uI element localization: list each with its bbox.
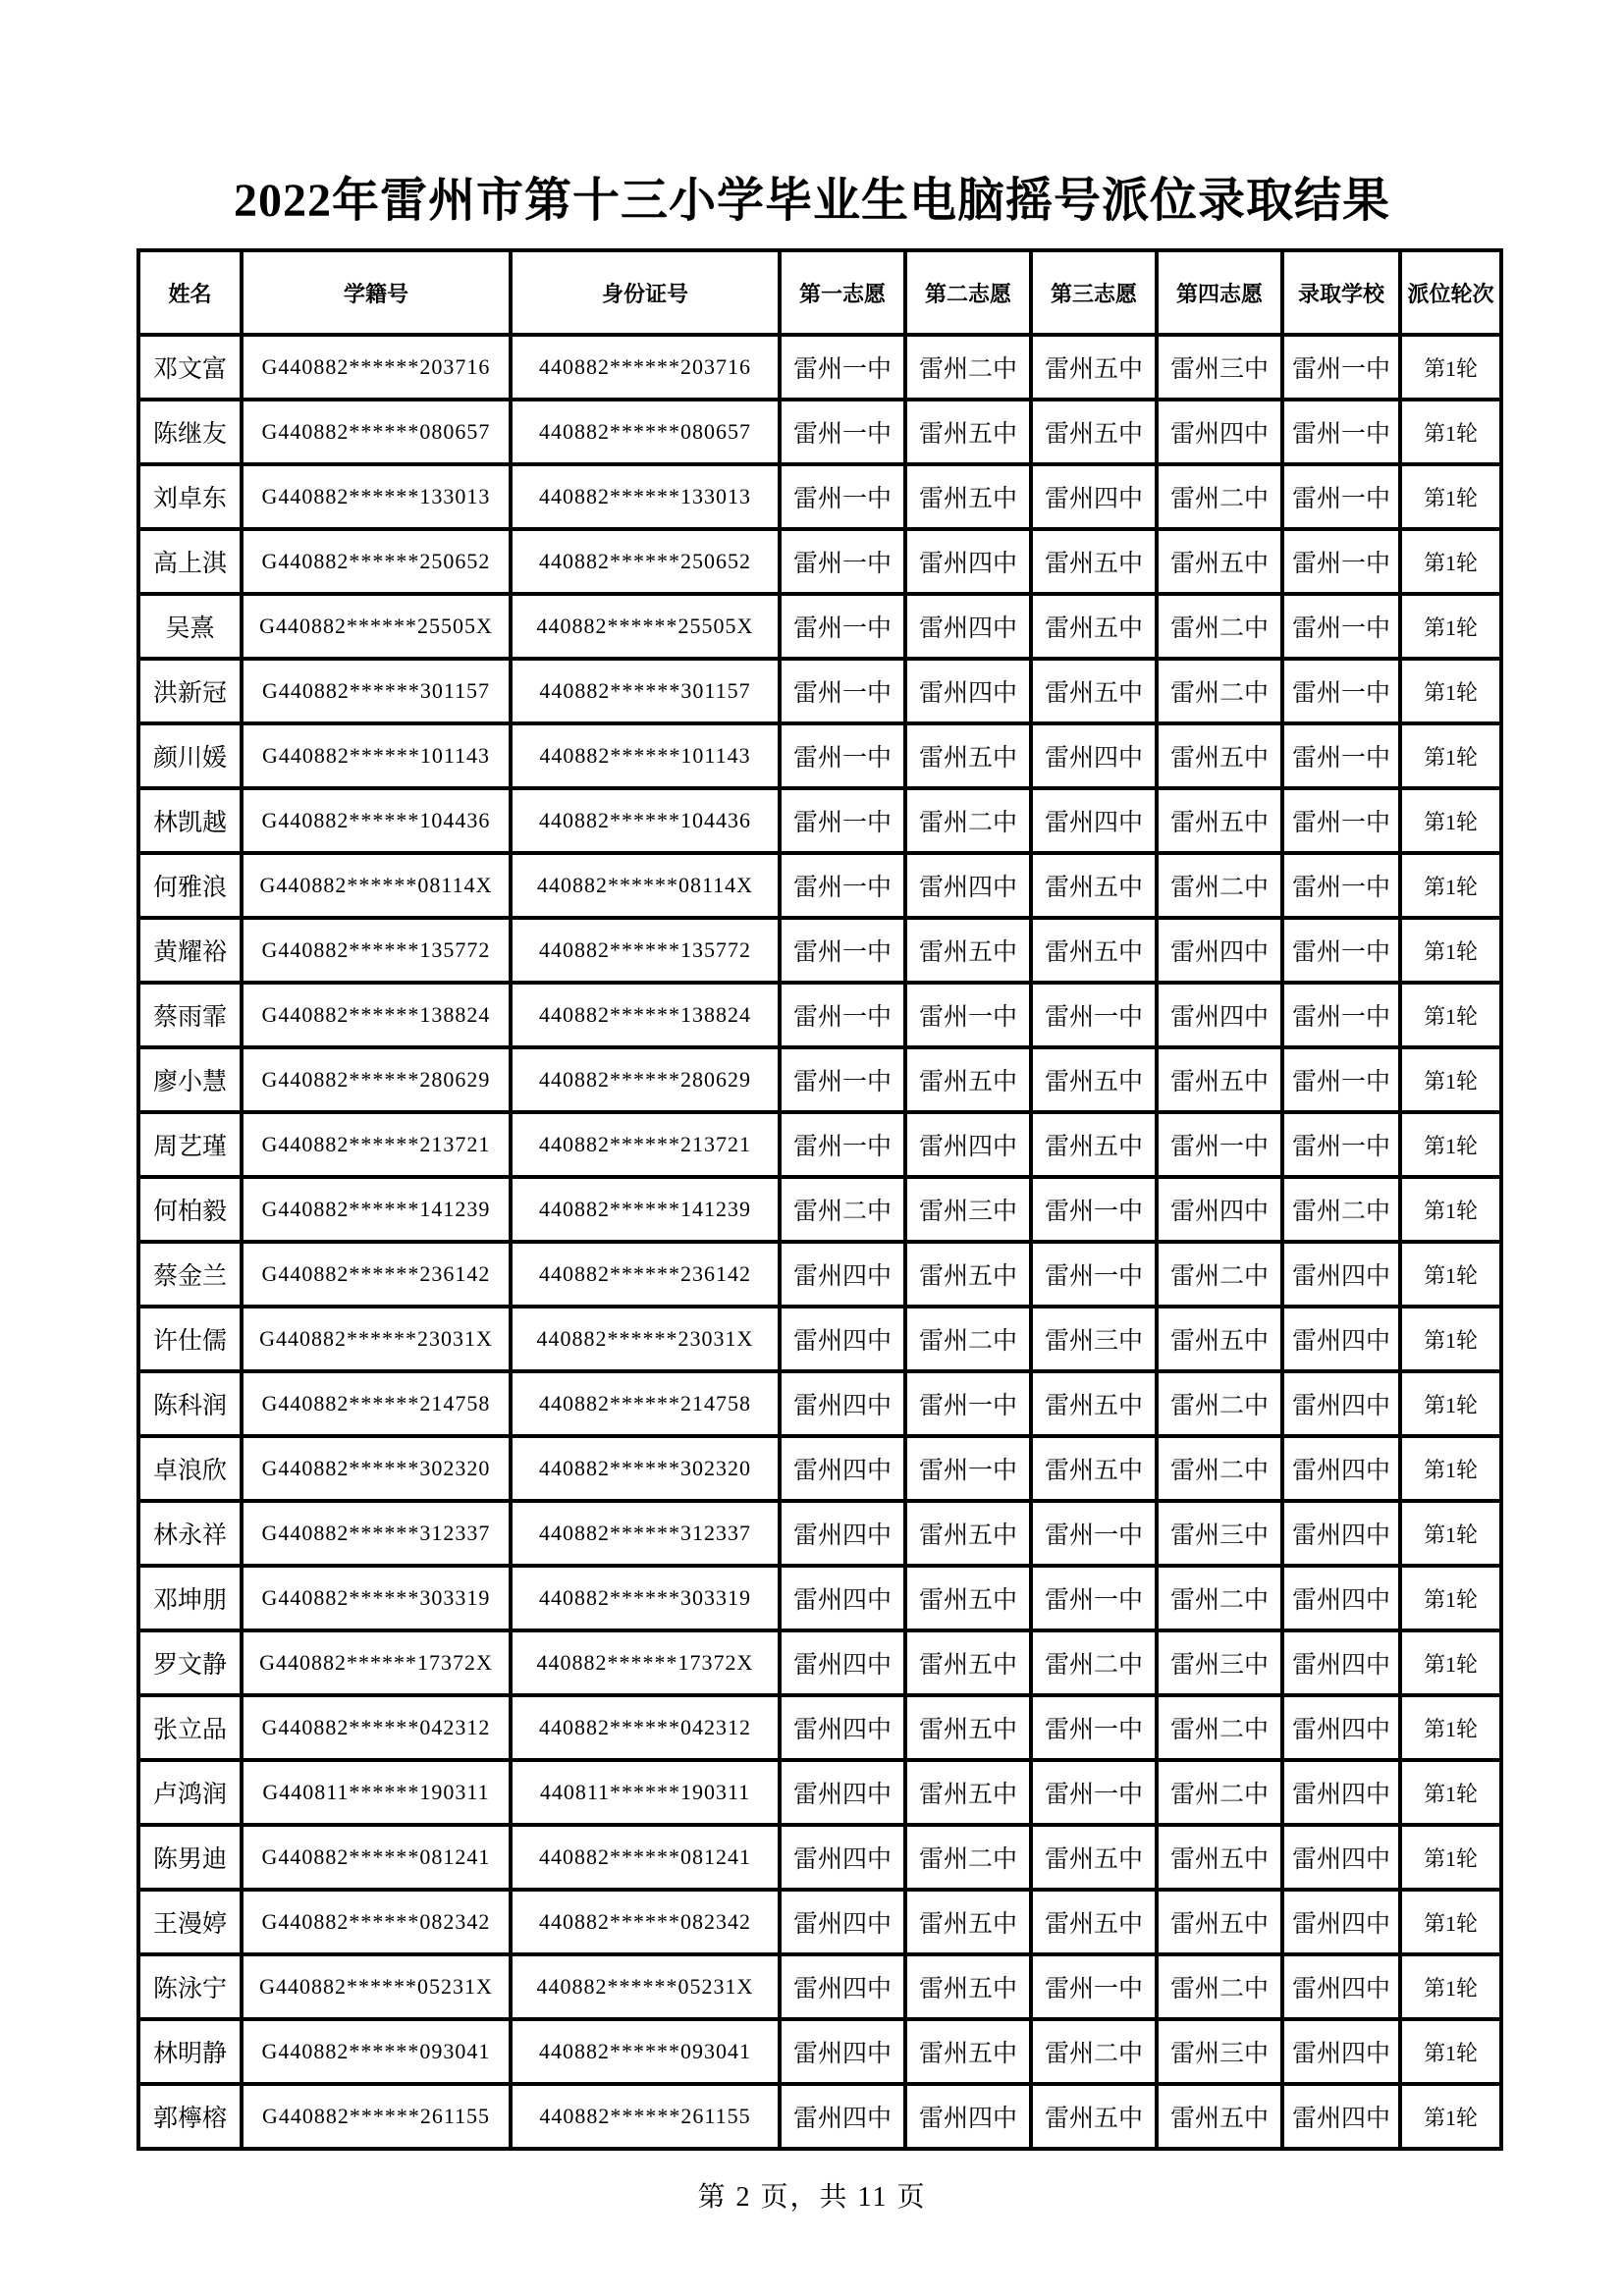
- admitted-school-cell: 雷州四中: [1282, 1307, 1400, 1371]
- choice-3-cell: 雷州五中: [1031, 335, 1157, 400]
- table-row: [138, 1112, 1501, 1177]
- id-number-cell: 440882******25505X: [511, 594, 780, 659]
- round-cell: 第1轮: [1400, 2084, 1501, 2149]
- student-id-cell: G440882******135772: [242, 918, 511, 983]
- student-id-cell: G440882******236142: [242, 1242, 511, 1307]
- choice-4-cell: 雷州二中: [1157, 1760, 1282, 1825]
- name-cell: 何柏毅: [138, 1177, 242, 1242]
- student-id-cell: G440882******250652: [242, 529, 511, 594]
- choice-4-cell: 雷州五中: [1157, 788, 1282, 853]
- admitted-school-cell: 雷州四中: [1282, 2084, 1400, 2149]
- choice-2-cell: 雷州五中: [905, 464, 1031, 529]
- name-cell: 林凯越: [138, 788, 242, 853]
- round-cell: 第1轮: [1400, 1177, 1501, 1242]
- choice-1-cell: 雷州四中: [780, 2019, 905, 2084]
- name-cell: 王漫婷: [138, 1890, 242, 1954]
- choice-3-cell: 雷州一中: [1031, 1242, 1157, 1307]
- name-cell: 吴熹: [138, 594, 242, 659]
- choice-4-cell: 雷州二中: [1157, 1371, 1282, 1436]
- choice-3-cell: 雷州五中: [1031, 400, 1157, 464]
- admitted-school-cell: 雷州四中: [1282, 1954, 1400, 2019]
- choice-3-cell: 雷州五中: [1031, 1112, 1157, 1177]
- name-cell: 洪新冠: [138, 659, 242, 723]
- choice-3-cell: 雷州五中: [1031, 1890, 1157, 1954]
- choice-1-cell: 雷州四中: [780, 1436, 905, 1501]
- round-cell: 第1轮: [1400, 1242, 1501, 1307]
- name-cell: 陈科润: [138, 1371, 242, 1436]
- table-row: [138, 594, 1501, 659]
- student-id-cell: G440882******093041: [242, 2019, 511, 2084]
- choice-2-cell: 雷州三中: [905, 1177, 1031, 1242]
- choice-4-cell: 雷州三中: [1157, 2019, 1282, 2084]
- id-number-cell: 440811******190311: [511, 1760, 780, 1825]
- choice-2-cell: 雷州五中: [905, 1890, 1031, 1954]
- admitted-school-cell: 雷州一中: [1282, 464, 1400, 529]
- admitted-school-cell: 雷州四中: [1282, 1630, 1400, 1695]
- admitted-school-cell: 雷州四中: [1282, 1825, 1400, 1890]
- table-row: [138, 853, 1501, 918]
- round-cell: 第1轮: [1400, 1307, 1501, 1371]
- choice-3-cell: 雷州一中: [1031, 1760, 1157, 1825]
- round-cell: 第1轮: [1400, 594, 1501, 659]
- choice-4-cell: 雷州二中: [1157, 853, 1282, 918]
- table-row: [138, 1177, 1501, 1242]
- choice-4-cell: 雷州三中: [1157, 1501, 1282, 1566]
- student-id-cell: G440882******25505X: [242, 594, 511, 659]
- choice-1-cell: 雷州四中: [780, 1242, 905, 1307]
- round-cell: 第1轮: [1400, 1566, 1501, 1630]
- choice-1-cell: 雷州一中: [780, 464, 905, 529]
- table-row: [138, 659, 1501, 723]
- choice-2-cell: 雷州五中: [905, 1047, 1031, 1112]
- round-cell: 第1轮: [1400, 918, 1501, 983]
- choice-3-cell: 雷州五中: [1031, 1047, 1157, 1112]
- id-number-cell: 440882******080657: [511, 400, 780, 464]
- name-cell: 陈男迪: [138, 1825, 242, 1890]
- choice-4-cell: 雷州二中: [1157, 1242, 1282, 1307]
- admitted-school-cell: 雷州一中: [1282, 659, 1400, 723]
- round-cell: 第1轮: [1400, 1047, 1501, 1112]
- table-row: [138, 1890, 1501, 1954]
- round-cell: 第1轮: [1400, 1825, 1501, 1890]
- choice-1-cell: 雷州一中: [780, 659, 905, 723]
- round-cell: 第1轮: [1400, 1112, 1501, 1177]
- choice-4-cell: 雷州三中: [1157, 1630, 1282, 1695]
- admitted-school-cell: 雷州四中: [1282, 1371, 1400, 1436]
- choice-3-cell: 雷州二中: [1031, 2019, 1157, 2084]
- table-row: [138, 335, 1501, 400]
- id-number-cell: 440882******05231X: [511, 1954, 780, 2019]
- choice-1-cell: 雷州一中: [780, 1047, 905, 1112]
- choice-4-cell: 雷州三中: [1157, 335, 1282, 400]
- choice-4-cell: 雷州四中: [1157, 918, 1282, 983]
- choice-3-cell: 雷州三中: [1031, 1307, 1157, 1371]
- choice-2-cell: 雷州四中: [905, 1112, 1031, 1177]
- choice-4-cell: 雷州一中: [1157, 1112, 1282, 1177]
- page-number-footer: 第 2 页，共 11 页: [697, 2182, 927, 2213]
- choice-2-cell: 雷州五中: [905, 1630, 1031, 1695]
- choice-3-cell: 雷州四中: [1031, 788, 1157, 853]
- name-cell: 刘卓东: [138, 464, 242, 529]
- student-id-cell: G440882******261155: [242, 2084, 511, 2149]
- choice-1-cell: 雷州二中: [780, 1177, 905, 1242]
- choice-2-cell: 雷州四中: [905, 659, 1031, 723]
- choice-1-cell: 雷州四中: [780, 1954, 905, 2019]
- student-id-cell: G440882******203716: [242, 335, 511, 400]
- id-number-cell: 440882******302320: [511, 1436, 780, 1501]
- student-id-cell: G440882******133013: [242, 464, 511, 529]
- choice-3-cell: 雷州一中: [1031, 1501, 1157, 1566]
- col-header-name: 姓名: [138, 250, 242, 335]
- student-id-cell: G440882******042312: [242, 1695, 511, 1760]
- student-id-cell: G440882******138824: [242, 983, 511, 1047]
- name-cell: 卢鸿润: [138, 1760, 242, 1825]
- choice-2-cell: 雷州二中: [905, 788, 1031, 853]
- table-row: [138, 1630, 1501, 1695]
- choice-4-cell: 雷州五中: [1157, 1307, 1282, 1371]
- student-id-cell: G440882******302320: [242, 1436, 511, 1501]
- choice-2-cell: 雷州五中: [905, 918, 1031, 983]
- choice-3-cell: 雷州四中: [1031, 464, 1157, 529]
- name-cell: 卓浪欣: [138, 1436, 242, 1501]
- choice-1-cell: 雷州一中: [780, 529, 905, 594]
- choice-1-cell: 雷州四中: [780, 1566, 905, 1630]
- round-cell: 第1轮: [1400, 723, 1501, 788]
- name-cell: 廖小慧: [138, 1047, 242, 1112]
- name-cell: 颜川媛: [138, 723, 242, 788]
- student-id-cell: G440811******190311: [242, 1760, 511, 1825]
- choice-1-cell: 雷州四中: [780, 1307, 905, 1371]
- student-id-cell: G440882******23031X: [242, 1307, 511, 1371]
- table-row: [138, 1371, 1501, 1436]
- student-id-cell: G440882******303319: [242, 1566, 511, 1630]
- name-cell: 陈泳宁: [138, 1954, 242, 2019]
- choice-4-cell: 雷州四中: [1157, 1177, 1282, 1242]
- student-id-cell: G440882******08114X: [242, 853, 511, 918]
- admitted-school-cell: 雷州二中: [1282, 1177, 1400, 1242]
- choice-2-cell: 雷州四中: [905, 853, 1031, 918]
- choice-2-cell: 雷州二中: [905, 335, 1031, 400]
- student-id-cell: G440882******280629: [242, 1047, 511, 1112]
- student-id-cell: G440882******080657: [242, 400, 511, 464]
- round-cell: 第1轮: [1400, 1890, 1501, 1954]
- choice-3-cell: 雷州一中: [1031, 1566, 1157, 1630]
- choice-1-cell: 雷州一中: [780, 918, 905, 983]
- id-number-cell: 440882******101143: [511, 723, 780, 788]
- id-number-cell: 440882******138824: [511, 983, 780, 1047]
- name-cell: 许仕儒: [138, 1307, 242, 1371]
- col-header-student-id: 学籍号: [242, 250, 511, 335]
- choice-4-cell: 雷州五中: [1157, 529, 1282, 594]
- id-number-cell: 440882******082342: [511, 1890, 780, 1954]
- choice-1-cell: 雷州一中: [780, 853, 905, 918]
- student-id-cell: G440882******312337: [242, 1501, 511, 1566]
- table-row: [138, 983, 1501, 1047]
- id-number-cell: 440882******093041: [511, 2019, 780, 2084]
- admitted-school-cell: 雷州四中: [1282, 1436, 1400, 1501]
- round-cell: 第1轮: [1400, 1501, 1501, 1566]
- table-row: [138, 1566, 1501, 1630]
- choice-2-cell: 雷州五中: [905, 1242, 1031, 1307]
- choice-2-cell: 雷州五中: [905, 400, 1031, 464]
- choice-2-cell: 雷州五中: [905, 2019, 1031, 2084]
- choice-4-cell: 雷州五中: [1157, 1825, 1282, 1890]
- choice-3-cell: 雷州二中: [1031, 1630, 1157, 1695]
- table-row: [138, 1242, 1501, 1307]
- admitted-school-cell: 雷州四中: [1282, 1242, 1400, 1307]
- col-header-round: 派位轮次: [1400, 250, 1501, 335]
- id-number-cell: 440882******236142: [511, 1242, 780, 1307]
- table-row: [138, 1760, 1501, 1825]
- table-row: [138, 400, 1501, 464]
- col-header-id-number: 身份证号: [511, 250, 780, 335]
- round-cell: 第1轮: [1400, 464, 1501, 529]
- name-cell: 林明静: [138, 2019, 242, 2084]
- table-row: [138, 1695, 1501, 1760]
- choice-2-cell: 雷州五中: [905, 1501, 1031, 1566]
- id-number-cell: 440882******203716: [511, 335, 780, 400]
- choice-3-cell: 雷州一中: [1031, 1954, 1157, 2019]
- name-cell: 罗文静: [138, 1630, 242, 1695]
- choice-2-cell: 雷州一中: [905, 1371, 1031, 1436]
- choice-3-cell: 雷州一中: [1031, 1177, 1157, 1242]
- round-cell: 第1轮: [1400, 1695, 1501, 1760]
- choice-2-cell: 雷州五中: [905, 1695, 1031, 1760]
- name-cell: 蔡雨霏: [138, 983, 242, 1047]
- choice-2-cell: 雷州二中: [905, 1307, 1031, 1371]
- student-id-cell: G440882******141239: [242, 1177, 511, 1242]
- choice-1-cell: 雷州一中: [780, 1112, 905, 1177]
- choice-4-cell: 雷州二中: [1157, 464, 1282, 529]
- table-row: [138, 1954, 1501, 2019]
- admitted-school-cell: 雷州一中: [1282, 853, 1400, 918]
- admitted-school-cell: 雷州一中: [1282, 400, 1400, 464]
- page-title: 2022年雷州市第十三小学毕业生电脑摇号派位录取结果: [233, 175, 1390, 227]
- choice-1-cell: 雷州四中: [780, 1501, 905, 1566]
- choice-3-cell: 雷州四中: [1031, 723, 1157, 788]
- choice-4-cell: 雷州五中: [1157, 2084, 1282, 2149]
- choice-1-cell: 雷州一中: [780, 335, 905, 400]
- table-row: [138, 788, 1501, 853]
- choice-3-cell: 雷州五中: [1031, 918, 1157, 983]
- name-cell: 郭檸榕: [138, 2084, 242, 2149]
- name-cell: 林永祥: [138, 1501, 242, 1566]
- choice-4-cell: 雷州二中: [1157, 1566, 1282, 1630]
- table-row: [138, 1436, 1501, 1501]
- id-number-cell: 440882******301157: [511, 659, 780, 723]
- choice-2-cell: 雷州五中: [905, 1566, 1031, 1630]
- name-cell: 周艺瑾: [138, 1112, 242, 1177]
- student-id-cell: G440882******214758: [242, 1371, 511, 1436]
- name-cell: 蔡金兰: [138, 1242, 242, 1307]
- table-header-row: [138, 250, 1501, 335]
- choice-1-cell: 雷州一中: [780, 400, 905, 464]
- admitted-school-cell: 雷州四中: [1282, 1890, 1400, 1954]
- student-id-cell: G440882******301157: [242, 659, 511, 723]
- choice-3-cell: 雷州五中: [1031, 853, 1157, 918]
- round-cell: 第1轮: [1400, 400, 1501, 464]
- round-cell: 第1轮: [1400, 1760, 1501, 1825]
- choice-2-cell: 雷州五中: [905, 1760, 1031, 1825]
- choice-4-cell: 雷州四中: [1157, 400, 1282, 464]
- student-id-cell: G440882******05231X: [242, 1954, 511, 2019]
- admitted-school-cell: 雷州四中: [1282, 1760, 1400, 1825]
- round-cell: 第1轮: [1400, 1371, 1501, 1436]
- admitted-school-cell: 雷州一中: [1282, 594, 1400, 659]
- choice-1-cell: 雷州四中: [780, 1630, 905, 1695]
- choice-2-cell: 雷州四中: [905, 529, 1031, 594]
- student-id-cell: G440882******17372X: [242, 1630, 511, 1695]
- choice-3-cell: 雷州五中: [1031, 1436, 1157, 1501]
- table-body: [138, 335, 1501, 2149]
- choice-1-cell: 雷州四中: [780, 1695, 905, 1760]
- admitted-school-cell: 雷州四中: [1282, 1695, 1400, 1760]
- choice-3-cell: 雷州五中: [1031, 529, 1157, 594]
- round-cell: 第1轮: [1400, 1954, 1501, 2019]
- id-number-cell: 440882******141239: [511, 1177, 780, 1242]
- col-header-choice-3: 第三志愿: [1031, 250, 1157, 335]
- id-number-cell: 440882******213721: [511, 1112, 780, 1177]
- admitted-school-cell: 雷州一中: [1282, 723, 1400, 788]
- admitted-school-cell: 雷州一中: [1282, 1112, 1400, 1177]
- choice-3-cell: 雷州一中: [1031, 1695, 1157, 1760]
- table-row: [138, 464, 1501, 529]
- choice-4-cell: 雷州二中: [1157, 659, 1282, 723]
- choice-3-cell: 雷州五中: [1031, 594, 1157, 659]
- round-cell: 第1轮: [1400, 1630, 1501, 1695]
- table-row: [138, 1825, 1501, 1890]
- admitted-school-cell: 雷州一中: [1282, 983, 1400, 1047]
- col-header-choice-4: 第四志愿: [1157, 250, 1282, 335]
- id-number-cell: 440882******08114X: [511, 853, 780, 918]
- choice-1-cell: 雷州一中: [780, 723, 905, 788]
- choice-4-cell: 雷州五中: [1157, 1890, 1282, 1954]
- choice-4-cell: 雷州四中: [1157, 983, 1282, 1047]
- id-number-cell: 440882******104436: [511, 788, 780, 853]
- choice-4-cell: 雷州二中: [1157, 1954, 1282, 2019]
- choice-1-cell: 雷州一中: [780, 983, 905, 1047]
- id-number-cell: 440882******312337: [511, 1501, 780, 1566]
- table-row: [138, 529, 1501, 594]
- choice-3-cell: 雷州五中: [1031, 1825, 1157, 1890]
- choice-3-cell: 雷州五中: [1031, 1371, 1157, 1436]
- choice-3-cell: 雷州一中: [1031, 983, 1157, 1047]
- choice-3-cell: 雷州五中: [1031, 659, 1157, 723]
- name-cell: 高上淇: [138, 529, 242, 594]
- choice-4-cell: 雷州五中: [1157, 723, 1282, 788]
- choice-2-cell: 雷州四中: [905, 594, 1031, 659]
- table-row: [138, 1501, 1501, 1566]
- table-row: [138, 1047, 1501, 1112]
- student-id-cell: G440882******081241: [242, 1825, 511, 1890]
- id-number-cell: 440882******135772: [511, 918, 780, 983]
- choice-2-cell: 雷州一中: [905, 1436, 1031, 1501]
- student-id-cell: G440882******082342: [242, 1890, 511, 1954]
- name-cell: 黄耀裕: [138, 918, 242, 983]
- admitted-school-cell: 雷州一中: [1282, 1047, 1400, 1112]
- admitted-school-cell: 雷州一中: [1282, 788, 1400, 853]
- round-cell: 第1轮: [1400, 529, 1501, 594]
- choice-2-cell: 雷州四中: [905, 2084, 1031, 2149]
- admitted-school-cell: 雷州一中: [1282, 918, 1400, 983]
- choice-2-cell: 雷州五中: [905, 723, 1031, 788]
- admitted-school-cell: 雷州四中: [1282, 2019, 1400, 2084]
- name-cell: 邓坤朋: [138, 1566, 242, 1630]
- table-row: [138, 1307, 1501, 1371]
- id-number-cell: 440882******303319: [511, 1566, 780, 1630]
- admitted-school-cell: 雷州四中: [1282, 1566, 1400, 1630]
- round-cell: 第1轮: [1400, 659, 1501, 723]
- col-header-admitted-school: 录取学校: [1282, 250, 1400, 335]
- admitted-school-cell: 雷州一中: [1282, 335, 1400, 400]
- round-cell: 第1轮: [1400, 983, 1501, 1047]
- choice-2-cell: 雷州一中: [905, 983, 1031, 1047]
- choice-4-cell: 雷州二中: [1157, 1695, 1282, 1760]
- choice-1-cell: 雷州四中: [780, 2084, 905, 2149]
- table-row: [138, 918, 1501, 983]
- admitted-school-cell: 雷州四中: [1282, 1501, 1400, 1566]
- choice-1-cell: 雷州四中: [780, 1371, 905, 1436]
- name-cell: 张立品: [138, 1695, 242, 1760]
- table-row: [138, 2019, 1501, 2084]
- round-cell: 第1轮: [1400, 853, 1501, 918]
- student-id-cell: G440882******104436: [242, 788, 511, 853]
- student-id-cell: G440882******101143: [242, 723, 511, 788]
- table-row: [138, 2084, 1501, 2149]
- round-cell: 第1轮: [1400, 2019, 1501, 2084]
- id-number-cell: 440882******042312: [511, 1695, 780, 1760]
- choice-4-cell: 雷州二中: [1157, 1436, 1282, 1501]
- choice-3-cell: 雷州五中: [1031, 2084, 1157, 2149]
- choice-1-cell: 雷州四中: [780, 1825, 905, 1890]
- student-id-cell: G440882******213721: [242, 1112, 511, 1177]
- id-number-cell: 440882******214758: [511, 1371, 780, 1436]
- table-row: [138, 723, 1501, 788]
- choice-1-cell: 雷州四中: [780, 1760, 905, 1825]
- name-cell: 陈继友: [138, 400, 242, 464]
- id-number-cell: 440882******081241: [511, 1825, 780, 1890]
- choice-2-cell: 雷州二中: [905, 1825, 1031, 1890]
- round-cell: 第1轮: [1400, 335, 1501, 400]
- id-number-cell: 440882******133013: [511, 464, 780, 529]
- col-header-choice-2: 第二志愿: [905, 250, 1031, 335]
- admitted-school-cell: 雷州一中: [1282, 529, 1400, 594]
- name-cell: 邓文富: [138, 335, 242, 400]
- choice-4-cell: 雷州二中: [1157, 594, 1282, 659]
- choice-1-cell: 雷州一中: [780, 788, 905, 853]
- round-cell: 第1轮: [1400, 788, 1501, 853]
- choice-1-cell: 雷州四中: [780, 1890, 905, 1954]
- choice-2-cell: 雷州五中: [905, 1954, 1031, 2019]
- col-header-choice-1: 第一志愿: [780, 250, 905, 335]
- choice-4-cell: 雷州五中: [1157, 1047, 1282, 1112]
- table-header: [138, 250, 1501, 335]
- round-cell: 第1轮: [1400, 1436, 1501, 1501]
- id-number-cell: 440882******280629: [511, 1047, 780, 1112]
- id-number-cell: 440882******17372X: [511, 1630, 780, 1695]
- id-number-cell: 440882******250652: [511, 529, 780, 594]
- id-number-cell: 440882******23031X: [511, 1307, 780, 1371]
- results-table: [136, 248, 1503, 2151]
- name-cell: 何雅浪: [138, 853, 242, 918]
- choice-1-cell: 雷州一中: [780, 594, 905, 659]
- id-number-cell: 440882******261155: [511, 2084, 780, 2149]
